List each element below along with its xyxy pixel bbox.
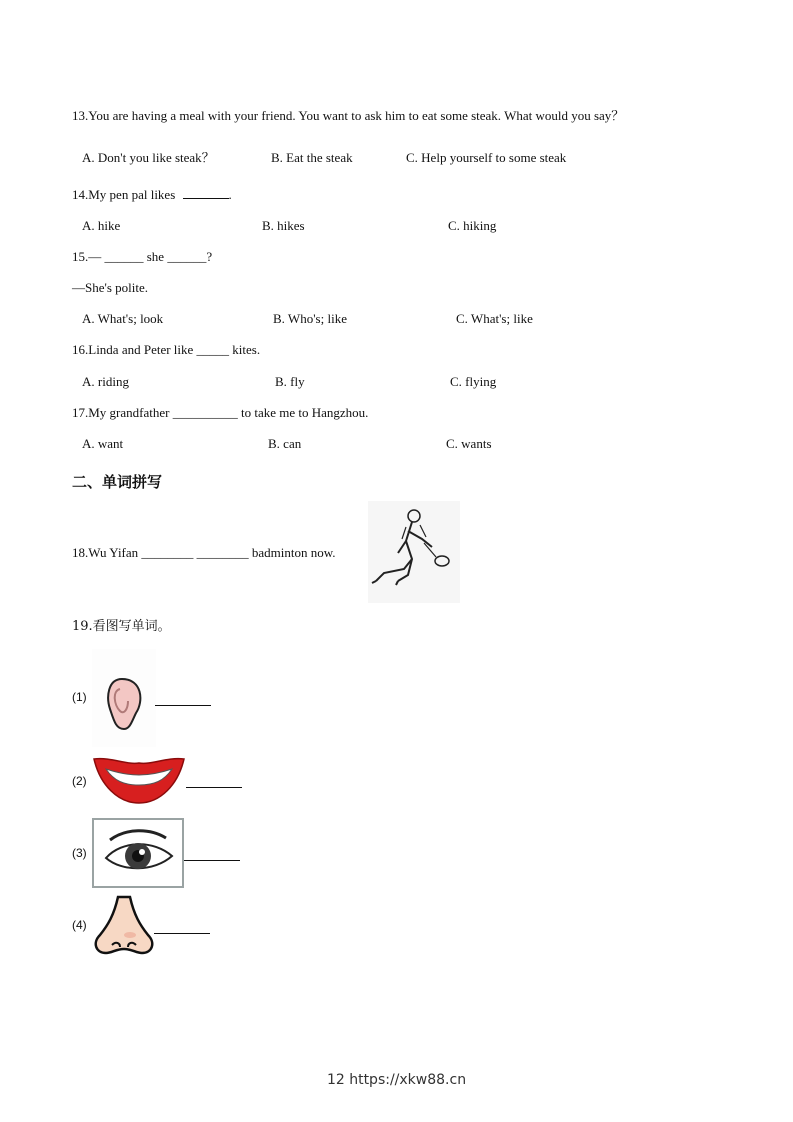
- question-13-option-b: B. Eat the steak: [271, 150, 353, 165]
- question-17-stem: 17.My grandfather __________ to take me to Hangzhou.: [72, 405, 369, 420]
- question-17-option-b: B. can: [268, 436, 302, 451]
- question-14-option-b: B. hikes: [262, 218, 305, 233]
- question-14-stem-pre: 14.My pen pal likes: [72, 187, 179, 202]
- question-16-option-c: C. flying: [450, 374, 497, 389]
- answer-line-2[interactable]: [186, 787, 242, 788]
- question-13-option-a: A. Don't you like steak？: [82, 150, 215, 165]
- answer-line-4[interactable]: [154, 933, 210, 934]
- question-14-stem: [72, 186, 232, 203]
- question-13-stem: 13.You are having a meal with your friend. You want to ask him to eat some steak. What would you say？: [72, 108, 625, 123]
- question-13-option-c: C. Help yourself to some steak: [406, 150, 567, 165]
- question-16-stem: 16.Linda and Peter like _____ kites.: [72, 342, 261, 357]
- question-16-option-b: B. fly: [275, 374, 305, 389]
- question-14-option-c: C. hiking: [448, 218, 497, 233]
- answer-line-1[interactable]: [155, 705, 211, 706]
- item-2-label: (2): [72, 774, 87, 788]
- eye-icon: [92, 818, 184, 888]
- question-17-option-a: A. want: [82, 436, 124, 451]
- answer-blank: [183, 186, 229, 199]
- question-15-stem: 15.— ______ she ______?: [72, 249, 213, 264]
- page-footer: 12 https://xkw88.cn: [326, 1072, 467, 1088]
- question-15-option-b: B. Who's; like: [273, 311, 347, 326]
- item-1-label: (1): [72, 690, 87, 704]
- question-15-option-c: C. What's; like: [456, 311, 533, 326]
- section-heading: 二、单词拼写: [72, 473, 163, 491]
- question-14-stem-post: .: [228, 187, 232, 202]
- badminton-player-icon: [368, 501, 460, 603]
- question-15-option-a: A. What's; look: [82, 311, 164, 326]
- item-4-label: (4): [72, 918, 87, 932]
- question-16-option-a: A. riding: [82, 374, 129, 389]
- question-18-stem: 18.Wu Yifan ________ ________ badminton now.: [72, 545, 336, 560]
- item-3-label: (3): [72, 846, 87, 860]
- mouth-icon: [92, 755, 186, 807]
- question-15-reply: —She's polite.: [72, 280, 149, 295]
- nose-icon: [92, 895, 156, 957]
- question-19-stem: 19.看图写单词。: [72, 619, 171, 634]
- question-17-option-c: C. wants: [446, 436, 492, 451]
- answer-line-3[interactable]: [184, 860, 240, 861]
- ear-icon: [92, 649, 156, 747]
- question-14-option-a: A. hike: [82, 218, 121, 233]
